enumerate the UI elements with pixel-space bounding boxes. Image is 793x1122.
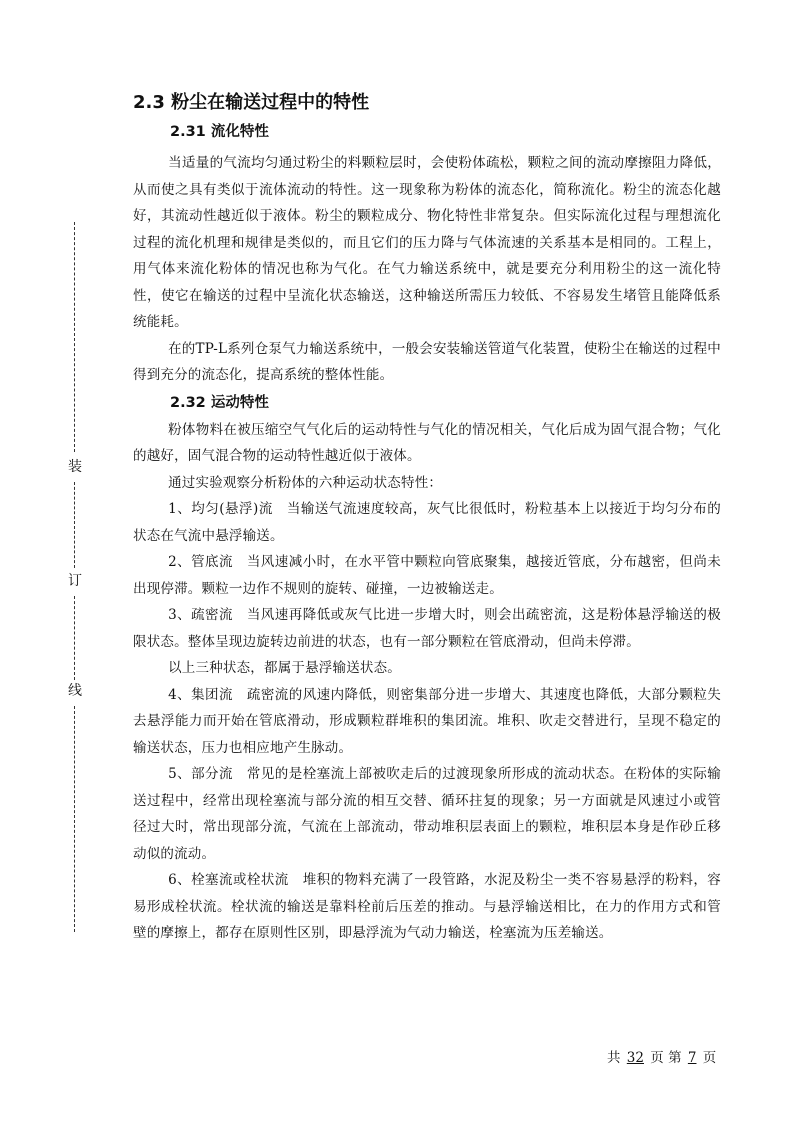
list-item: 3、疏密流 当风速再降低或灰气比进一步增大时，则会出疏密流，这是粉体悬浮输送的极限状态。整体呈现边旋转边前进的状态，也有一部分颗粒在管底滑动，但尚未停滞。 (133, 607, 721, 650)
page-footer (607, 1046, 716, 1066)
binding-dashed-line (74, 482, 75, 568)
binding-char-ding: 订 (68, 573, 82, 589)
subsection-heading-motion: 2.32 运动特性 (170, 394, 269, 411)
current-page: 7 (687, 1050, 697, 1066)
binding-char-xian: 线 (68, 683, 82, 699)
subsection-heading-fluidization: 2.31 流化特性 (170, 124, 269, 140)
document-body (133, 90, 721, 947)
total-pages: 32 (626, 1050, 644, 1066)
binding-char-zhuang: 装 (68, 459, 82, 475)
binding-dashed-line (74, 706, 75, 932)
binding-dashed-line (74, 222, 75, 452)
list-item: 1、均匀(悬浮)流 当输送气流速度较高，灰气比很低时，粉粒基本上以接近于均匀分布的状态在气流中悬浮输送。 (133, 501, 721, 544)
paragraph: 以上三种状态，都属于悬浮输送状态。 (168, 660, 401, 676)
footer-suffix: 页 (702, 1050, 717, 1066)
binding-dashed-line (74, 596, 75, 680)
list-item: 5、部分流 常见的是栓塞流上部被吹走后的过渡现象所形成的流动状态。在粉体的实际输送过程中，经常出现栓塞流与部分流的相互交替、循环拄复的现象；另一方面就是风速过小或管径过大时，常出现部分流，气流在上部流动，带动堆积层表面上的颗粒，堆积层本身是作砂丘移动似的流动。 (133, 766, 721, 862)
paragraph: 当适量的气流均匀通过粉尘的料颗粒层时，会使粉体疏松，颗粒之间的流动摩擦阻力降低，从而使之具有类似于流体流动的特性。这一现象称为粉体的流态化，简称流化。粉尘的流态化越好，其流动性越近似于液体。粉尘的颗粒成分、物化特性非常复杂。但实际流化过程与理想流化过程的流化机理和规律是类似的，而且它们的压力降与气体流速的关系基本是相同的。工程上，用气体来流化粉体的情况也称为气化。在气力输送系统中，就是要充分利用粉尘的这一流化特性，使它在输送的过程中呈流化状态输送，这种输送所需压力较低、不容易发生堵管且能降低系统能耗。 (133, 155, 721, 330)
paragraph: 通过实验观察分析粉体的六种运动状态特性： (168, 474, 443, 491)
footer-prefix: 共 (607, 1050, 621, 1066)
footer-middle: 页 第 (650, 1050, 682, 1066)
section-heading: 2.3 粉尘在输送过程中的特性 (133, 92, 370, 113)
paragraph: 在的TP-L系列仓泵气力输送系统中，一般会安装输送管道气化装置，使粉尘在输送的过程中得到充分的流态化，提高系统的整体性能。 (133, 340, 721, 383)
list-item: 4、集团流 疏密流的风速内降低，则密集部分进一步增大、其速度也降低，大部分颗粒失去悬浮能力而开始在管底滑动，形成颗粒群堆积的集团流。堆积、吹走交替进行，呈现不稳定的输送状态，压力也相应地产生脉动。 (133, 686, 721, 756)
paragraph: 粉体物料在被压缩空气气化后的运动特性与气化的情况相关，气化后成为固气混合物；气化的越好，固气混合物的运动特性越近似于液体。 (133, 421, 721, 464)
list-item: 6、栓塞流或栓状流 堆积的物料充满了一段管路，水泥及粉尘一类不容易悬浮的粉料，容易形成栓状流。栓状流的输送是靠料栓前后压差的推动。与悬浮输送相比，在力的作用方式和管壁的摩擦上，都存在原则性区别，即悬浮流为气动力输送，栓塞流为压差输送。 (133, 872, 721, 941)
list-item: 2、管底流 当风速减小时，在水平管中颗粒向管底聚集，越接近管底，分布越密，但尚未出现停滞。颗粒一边作不规则的旋转、碰撞，一边被输送走。 (133, 554, 721, 597)
binding-margin (68, 222, 82, 932)
